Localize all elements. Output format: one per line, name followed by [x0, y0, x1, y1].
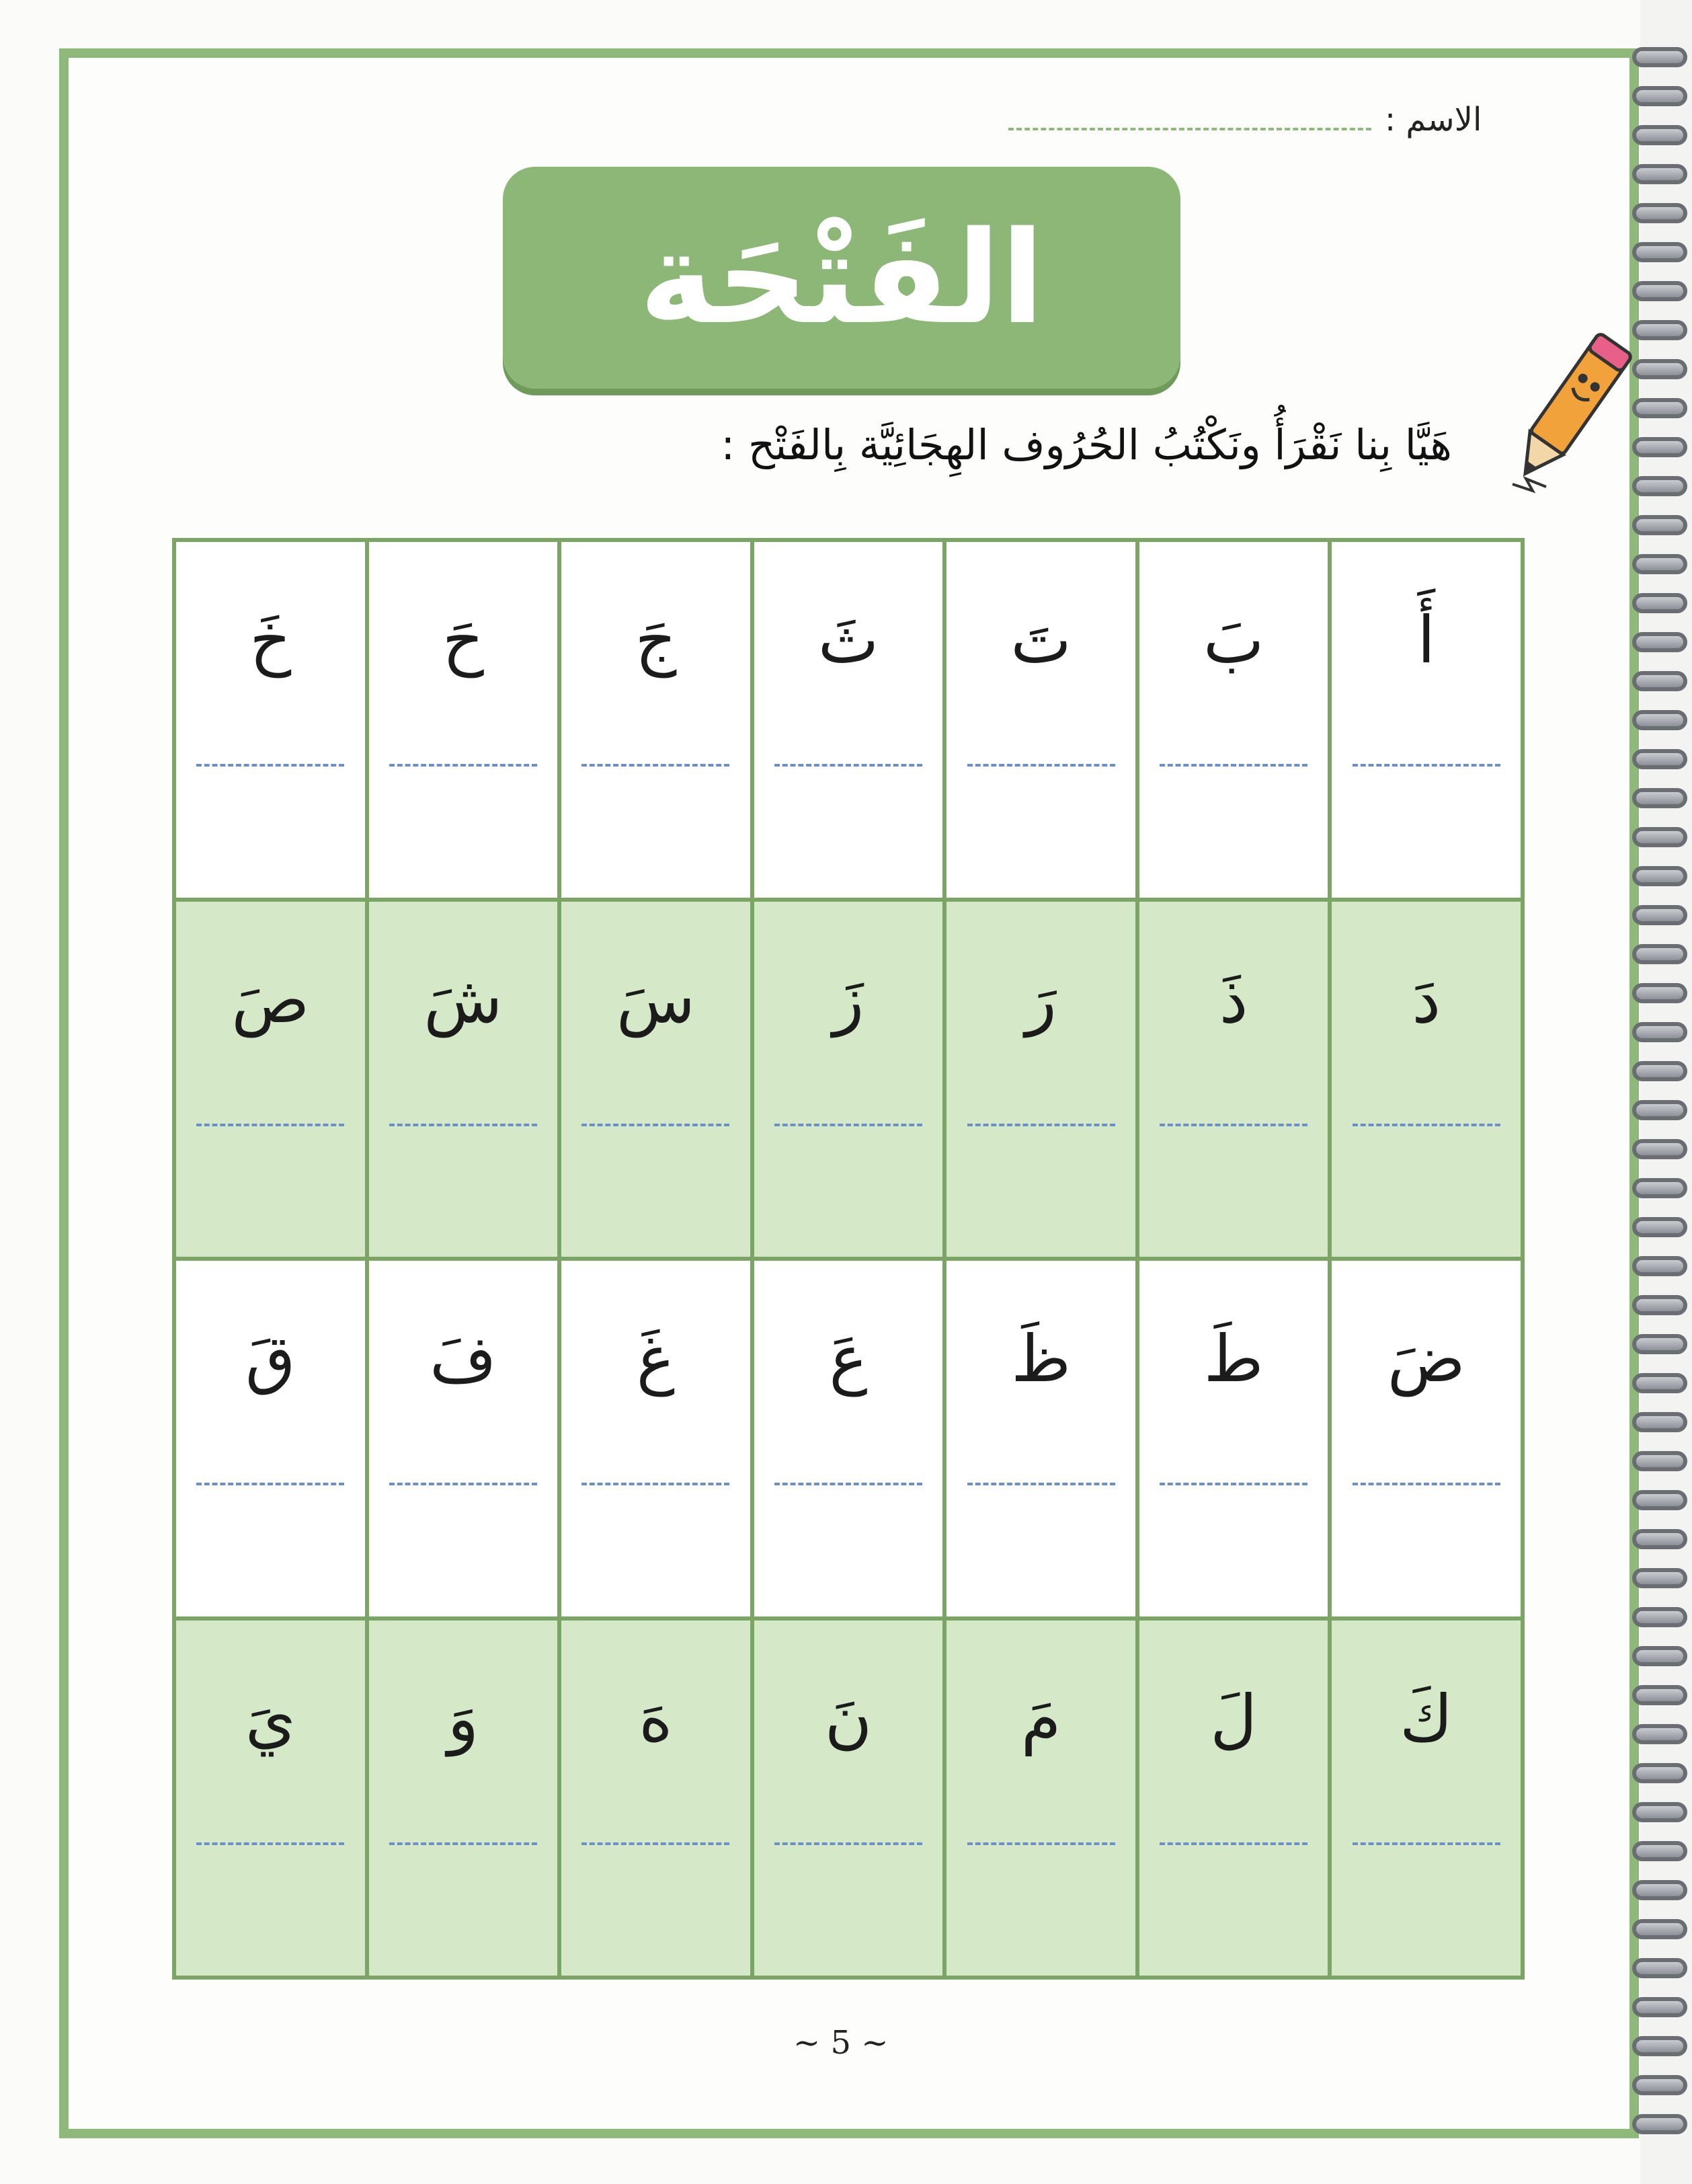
letter-cell: [559, 1618, 752, 1978]
letter: نَ: [824, 1680, 873, 1756]
spiral-ring: [1632, 1763, 1687, 1783]
letter-cell: [1330, 540, 1523, 900]
spiral-ring: [1632, 1529, 1687, 1549]
page-number: ~ 5 ~: [793, 2024, 889, 2062]
letter: هَ: [639, 1680, 673, 1756]
writing-line[interactable]: [1353, 1842, 1500, 1845]
spiral-ring: [1632, 242, 1687, 262]
letter: طَ: [1203, 1321, 1264, 1397]
spiral-binding: [1627, 40, 1692, 2172]
letter-cell: [944, 540, 1137, 900]
spiral-ring: [1632, 125, 1687, 145]
spiral-ring: [1632, 86, 1687, 106]
letter-cell: [559, 540, 752, 900]
page-title: الفَتْحَة: [639, 203, 1045, 352]
spiral-ring: [1632, 1178, 1687, 1198]
letter-cell: [367, 540, 560, 900]
spiral-ring: [1632, 476, 1687, 496]
writing-line[interactable]: [774, 1483, 922, 1485]
letter: لَ: [1210, 1680, 1258, 1756]
writing-line[interactable]: [581, 1483, 729, 1485]
letter-cell: [944, 1618, 1137, 1978]
spiral-ring: [1632, 671, 1687, 691]
spiral-ring: [1632, 1607, 1687, 1627]
spiral-ring: [1632, 1919, 1687, 1939]
letter-cell: [1137, 1618, 1330, 1978]
writing-line[interactable]: [389, 1842, 537, 1845]
spiral-ring: [1632, 1373, 1687, 1393]
spiral-ring: [1632, 2036, 1687, 2056]
letter: زَ: [832, 962, 864, 1038]
spiral-ring: [1632, 944, 1687, 964]
letter: ثَ: [817, 602, 879, 678]
writing-line[interactable]: [1353, 764, 1500, 767]
spiral-ring: [1632, 788, 1687, 808]
letter: فَ: [430, 1321, 497, 1397]
spiral-ring: [1632, 320, 1687, 340]
spiral-ring: [1632, 632, 1687, 652]
spiral-ring: [1632, 1841, 1687, 1861]
spiral-ring: [1632, 866, 1687, 886]
writing-line[interactable]: [196, 1483, 344, 1485]
spiral-ring: [1632, 1958, 1687, 1978]
letter: سَ: [616, 962, 696, 1038]
letter: شَ: [424, 962, 503, 1038]
spiral-ring: [1632, 593, 1687, 613]
spiral-ring: [1632, 164, 1687, 184]
letter-cell: [367, 1259, 560, 1618]
writing-line[interactable]: [196, 1124, 344, 1126]
letter: كَ: [1400, 1680, 1453, 1756]
letter-cell: [174, 900, 367, 1259]
letter: قَ: [245, 1321, 296, 1397]
name-label: الاسم :: [1385, 101, 1482, 139]
writing-line[interactable]: [389, 1124, 537, 1126]
writing-line[interactable]: [581, 764, 729, 767]
spiral-ring: [1632, 983, 1687, 1003]
writing-line[interactable]: [967, 1483, 1115, 1485]
spiral-ring: [1632, 1997, 1687, 2017]
letter: خَ: [249, 602, 292, 678]
spiral-ring: [1632, 1256, 1687, 1276]
writing-line[interactable]: [196, 764, 344, 767]
writing-line[interactable]: [581, 1842, 729, 1845]
spiral-ring: [1632, 515, 1687, 535]
letter-cell: [752, 1259, 945, 1618]
pencil-icon: [1506, 323, 1634, 498]
spiral-ring: [1632, 554, 1687, 574]
writing-line[interactable]: [1353, 1124, 1500, 1126]
spiral-ring: [1632, 1685, 1687, 1705]
spiral-ring: [1632, 1139, 1687, 1159]
letter-cell: [1137, 900, 1330, 1259]
spiral-ring: [1632, 1880, 1687, 1900]
letter-cell: [367, 1618, 560, 1978]
letters-grid: [172, 538, 1525, 1980]
letter-cell: [1137, 1259, 1330, 1618]
spiral-ring: [1632, 1061, 1687, 1081]
letter-cell: [174, 1259, 367, 1618]
spiral-ring: [1632, 1802, 1687, 1822]
letter: جَ: [635, 602, 677, 678]
letter: يَ: [245, 1680, 296, 1756]
spiral-ring: [1632, 1724, 1687, 1744]
spiral-ring: [1632, 1451, 1687, 1471]
writing-line[interactable]: [1160, 1483, 1307, 1485]
spiral-ring: [1632, 2114, 1687, 2134]
spiral-ring: [1632, 203, 1687, 223]
writing-line[interactable]: [774, 764, 922, 767]
writing-line[interactable]: [1160, 1842, 1307, 1845]
spiral-ring: [1632, 749, 1687, 769]
letter-cell: [559, 900, 752, 1259]
letter-cell: [1330, 1259, 1523, 1618]
letter-cell: [1330, 1618, 1523, 1978]
letter: دَ: [1412, 962, 1441, 1038]
spiral-ring: [1632, 2075, 1687, 2095]
spiral-ring: [1632, 1646, 1687, 1666]
letter-cell: [752, 1618, 945, 1978]
spiral-ring: [1632, 359, 1687, 379]
letter: رَ: [1025, 962, 1057, 1038]
letter-cell: [174, 540, 367, 900]
spiral-ring: [1632, 1490, 1687, 1510]
spiral-ring: [1632, 1100, 1687, 1120]
letter-cell: [752, 900, 945, 1259]
letter-cell: [559, 1259, 752, 1618]
writing-line[interactable]: [196, 1842, 344, 1845]
letter: ظَ: [1011, 1321, 1071, 1397]
letter-cell: [944, 1259, 1137, 1618]
letter: غَ: [636, 1321, 676, 1397]
letter-cell: [944, 900, 1137, 1259]
spiral-ring: [1632, 281, 1687, 301]
letter-cell: [1330, 900, 1523, 1259]
letter-cell: [752, 540, 945, 900]
letter: مَ: [1020, 1680, 1061, 1756]
letter-cell: [367, 900, 560, 1259]
letter: صَ: [231, 962, 310, 1038]
spiral-ring: [1632, 1334, 1687, 1354]
spiral-ring: [1632, 905, 1687, 925]
letter-cell: [174, 1618, 367, 1978]
writing-line[interactable]: [967, 764, 1115, 767]
spiral-ring: [1632, 710, 1687, 730]
writing-line[interactable]: [967, 1124, 1115, 1126]
spiral-ring: [1632, 437, 1687, 457]
writing-line[interactable]: [581, 1124, 729, 1126]
letter: تَ: [1010, 602, 1072, 678]
letter: بَ: [1203, 602, 1264, 678]
spiral-ring: [1632, 1217, 1687, 1237]
letter: وَ: [447, 1680, 479, 1756]
instruction-text: هَيَّا بِنا نَقْرَأُ ونَكْتُبُ الحُرُوف الهِجَائِيَّة بِالفَتْح :: [721, 420, 1452, 469]
writing-line[interactable]: [1160, 1124, 1307, 1126]
spiral-ring: [1632, 827, 1687, 847]
letter: ذَ: [1219, 962, 1248, 1038]
writing-line[interactable]: [774, 1124, 922, 1126]
spiral-ring: [1632, 1568, 1687, 1588]
letter: عَ: [829, 1321, 868, 1397]
writing-line[interactable]: [389, 1483, 537, 1485]
letter: أَ: [1417, 602, 1436, 678]
spiral-ring: [1632, 1022, 1687, 1042]
spiral-ring: [1632, 398, 1687, 418]
letter: ضَ: [1387, 1321, 1465, 1397]
letter-cell: [1137, 540, 1330, 900]
name-input-line[interactable]: [1008, 128, 1371, 130]
letter: حَ: [442, 602, 484, 678]
writing-line[interactable]: [967, 1842, 1115, 1845]
spiral-ring: [1632, 1295, 1687, 1315]
title-banner: [503, 167, 1180, 389]
writing-line[interactable]: [1353, 1483, 1500, 1485]
writing-line[interactable]: [1160, 764, 1307, 767]
writing-line[interactable]: [389, 764, 537, 767]
spiral-ring: [1632, 47, 1687, 67]
writing-line[interactable]: [774, 1842, 922, 1845]
spiral-ring: [1632, 1412, 1687, 1432]
